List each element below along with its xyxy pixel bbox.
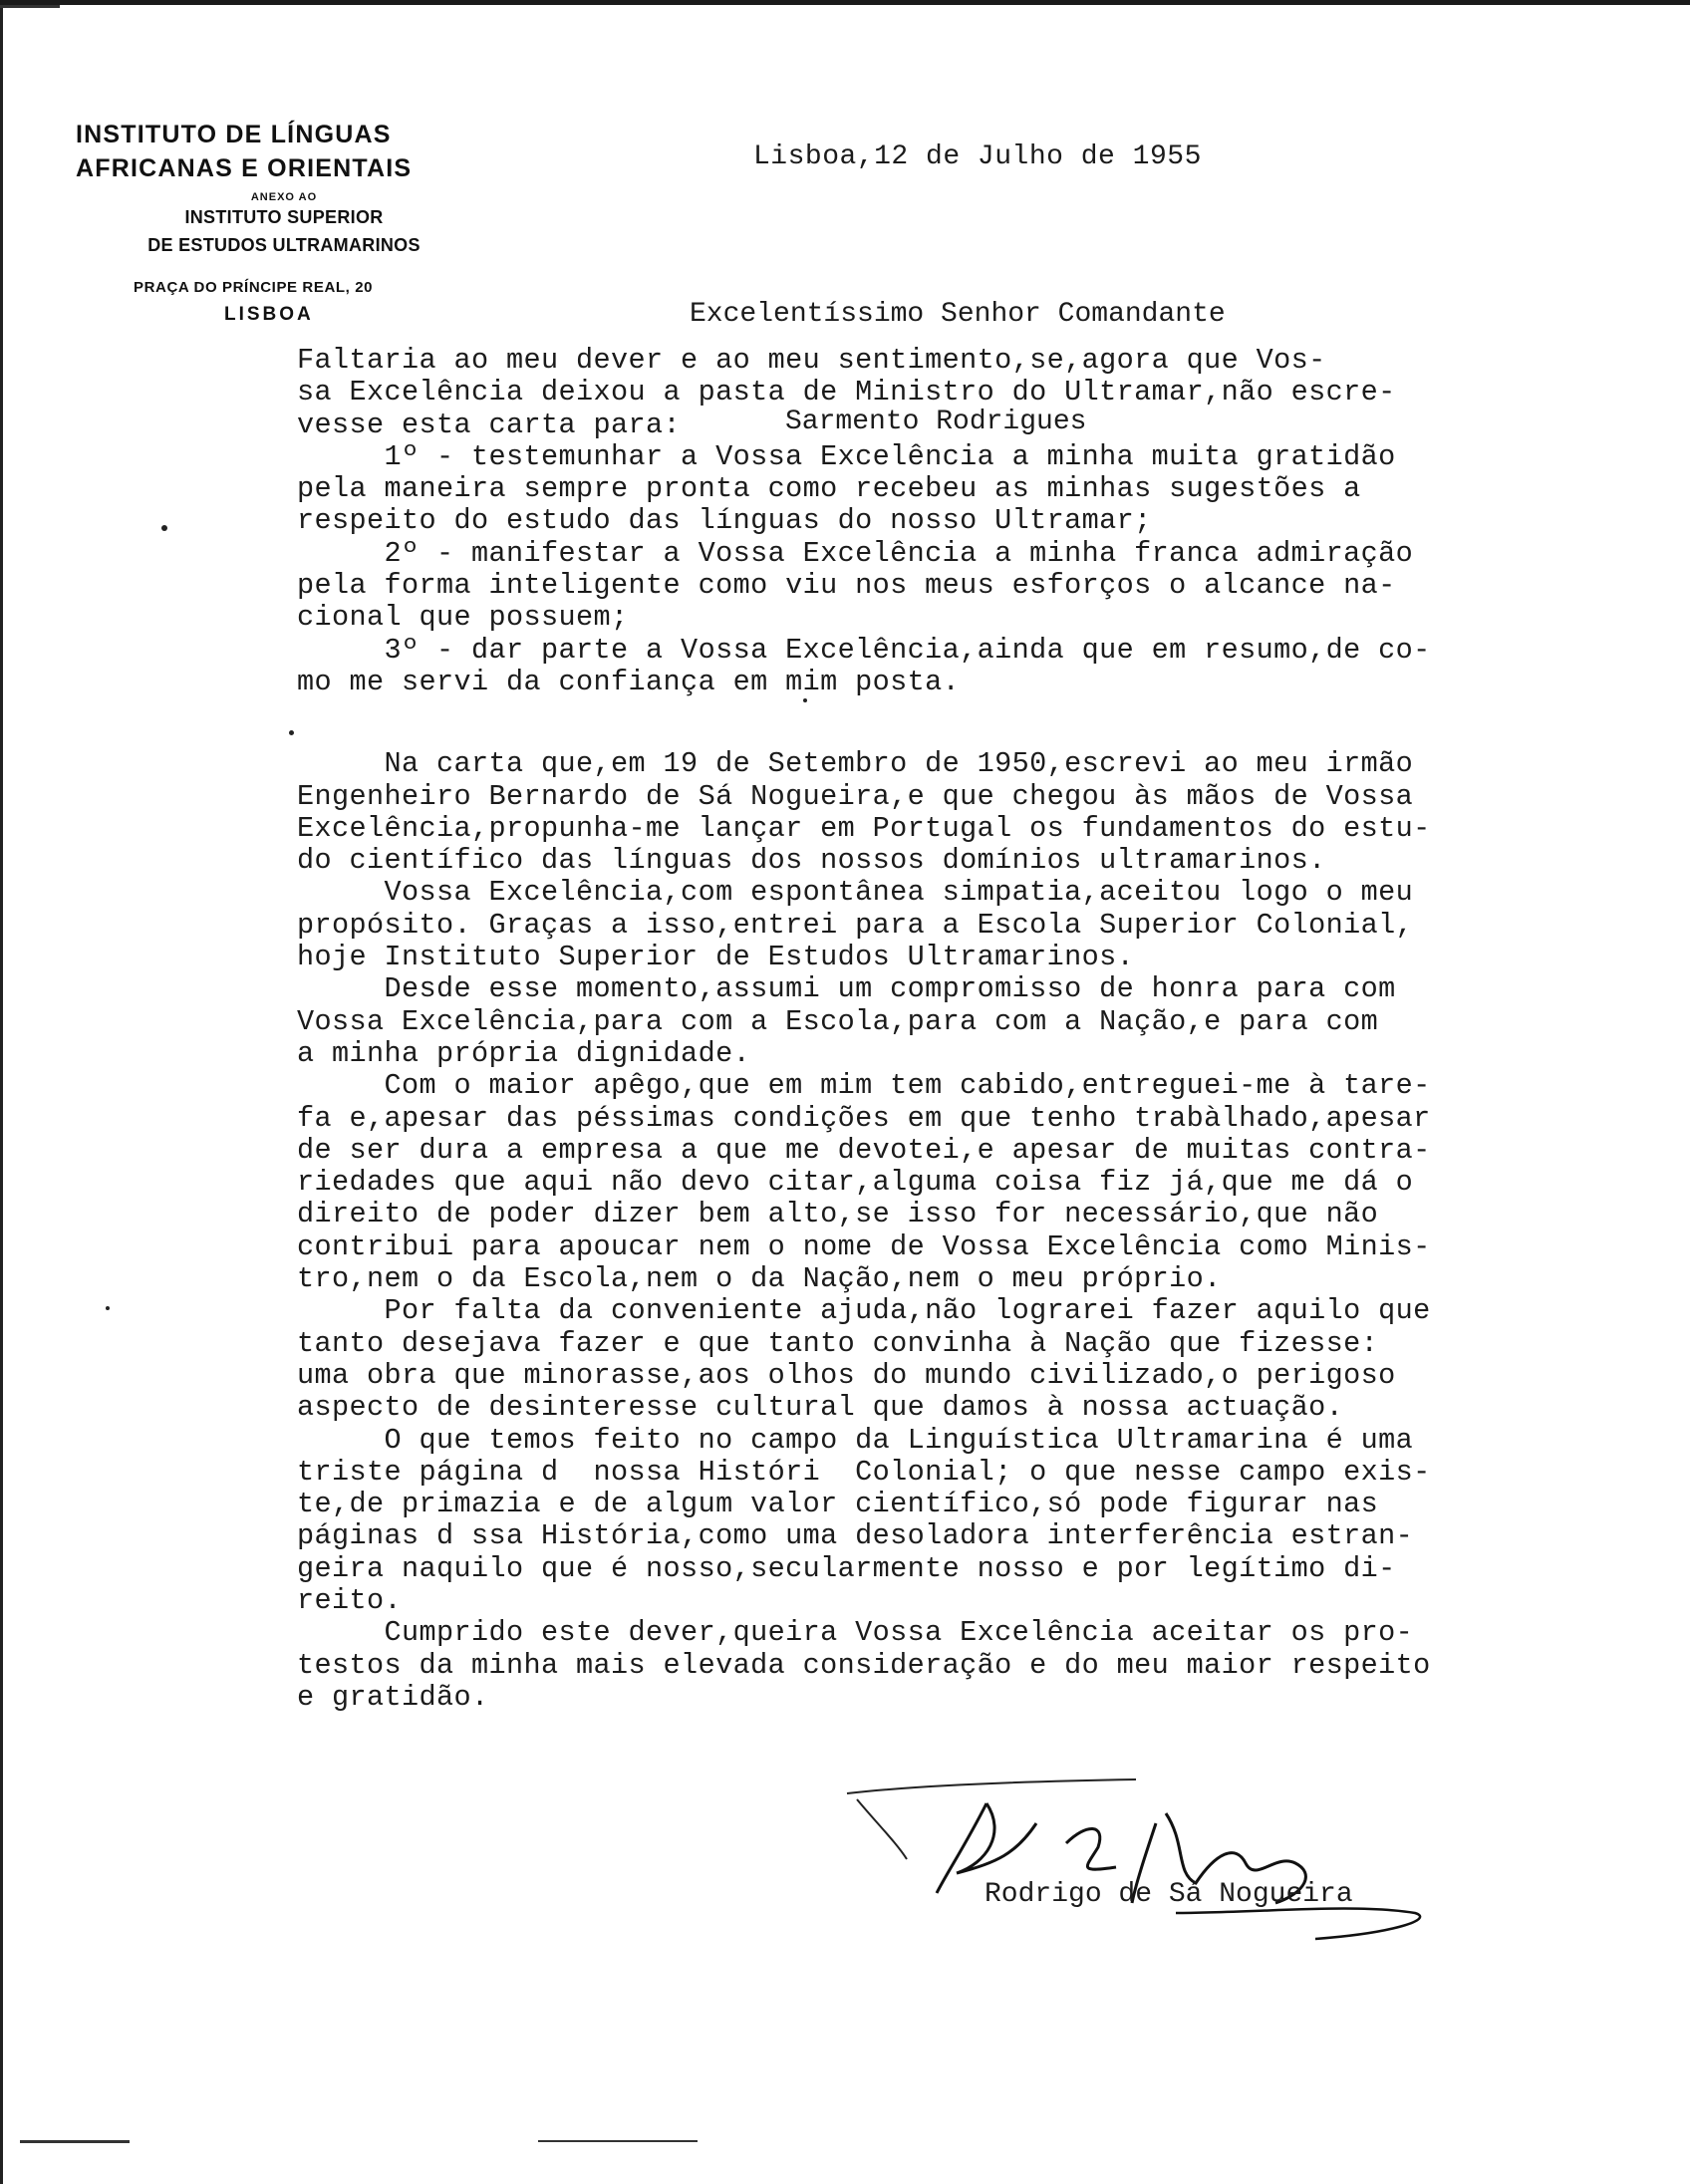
ink-speck [289, 730, 294, 735]
body-line: Vossa Excelência,para com a Escola,para com a Nação,e para com [297, 1004, 1379, 1038]
parent-institute-line1: INSTITUTO SUPERIOR [184, 207, 384, 227]
body-line: Desde esse momento,assumi um compromisso de honra para com [297, 972, 1396, 1006]
scan-edge-bottom [20, 2140, 130, 2143]
body-line: Vossa Excelência,com espontânea simpatia,aceitou logo o meu [297, 876, 1414, 910]
body-line: uma obra que minorasse,aos olhos do mundo civilizado,o perigoso [297, 1358, 1396, 1392]
body-line: tanto desejava fazer e que tanto convinha à Nação que fizesse: [297, 1326, 1379, 1360]
parent-institute-line2: DE ESTUDOS ULTRAMARINOS [147, 235, 421, 255]
body-line: cional que possuem; [297, 601, 629, 635]
body-line: respeito do estudo das línguas do nosso Ultramar; [297, 504, 1152, 538]
letterhead [70, 118, 508, 326]
institute-name-line1: INSTITUTO DE LÍNGUAS [76, 121, 392, 148]
body-line: 3º - dar parte a Vossa Excelência,ainda que em resumo,de co- [297, 633, 1431, 667]
body-line: sa Excelência deixou a pasta de Ministro do Ultramar,não escre- [297, 376, 1396, 410]
scan-edge-mark [0, 5, 60, 8]
body-line: propósito. Graças a isso,entrei para a Escola Superior Colonial, [297, 908, 1414, 942]
body-line [297, 698, 1592, 748]
body-line: tro,nem o da Escola,nem o da Nação,nem o meu próprio. [297, 1262, 1222, 1296]
scan-edge-top [0, 0, 1690, 5]
body-line: geira naquilo que é nosso,secularmente nosso e por legítimo di- [297, 1551, 1396, 1585]
body-line: te,de primazia e de algum valor científico,só pode figurar nas [297, 1488, 1379, 1521]
body-line: triste página d nossa Históri Colonial; o que nesse campo exis- [297, 1455, 1431, 1489]
scan-edge-bottom [538, 2140, 698, 2142]
body-line: riedades que aqui não devo citar,alguma coisa fiz já,que me dá o [297, 1166, 1414, 1200]
body-line: de ser dura a empresa a que me devotei,e apesar de muitas contra- [297, 1133, 1431, 1167]
body-line: aspecto de desinteresse cultural que damos à nossa actuação. [297, 1391, 1344, 1425]
body-line: Faltaria ao meu dever e ao meu sentimento,se,agora que Vos- [297, 344, 1326, 377]
institute-city: LISBOA [224, 304, 314, 325]
body-line: páginas d ssa História,como uma desoladora interferência estran- [297, 1519, 1414, 1553]
body-line: O que temos feito no campo da Linguística Ultramarina é uma [297, 1423, 1414, 1457]
body-line: pela maneira sempre pronta como recebeu as minhas sugestões a [297, 472, 1361, 506]
body-line: direito de poder dizer bem alto,se isso for necessário,que não [297, 1198, 1379, 1231]
body-line: fa e,apesar das péssimas condições em que tenho trabàlhado,apesar [297, 1101, 1431, 1135]
body-line: Engenheiro Bernardo de Sá Nogueira,e que chegou às mãos de Vossa [297, 779, 1414, 813]
scan-edge-left [0, 0, 3, 2184]
annex-label: ANEXO AO [250, 191, 318, 203]
body-line: Na carta que,em 19 de Setembro de 1950,escrevi ao meu irmão [297, 747, 1414, 781]
body-line: a minha própria dignidade. [297, 1036, 751, 1070]
body-line: e gratidão. [297, 1680, 489, 1714]
body-line: 2º - manifestar a Vossa Excelência a minha franca admiração [297, 536, 1414, 570]
body-line: contribui para apoucar nem o nome de Vossa Excelência como Minis- [297, 1229, 1431, 1263]
body-line: testos da minha mais elevada consideração e do meu maior respeito [297, 1648, 1431, 1682]
ink-speck [161, 525, 167, 531]
body-line: Por falta da conveniente ajuda,não lograrei fazer aquilo que [297, 1294, 1431, 1328]
addressee-title: Excelentíssimo Senhor Comandante [690, 299, 1226, 330]
body-line: Cumprido este dever,queira Vossa Excelência aceitar os pro- [297, 1616, 1414, 1650]
body-line: 1º - testemunhar a Vossa Excelência a minha muita gratidão [297, 439, 1396, 473]
institute-name-line2: AFRICANAS E ORIENTAIS [76, 154, 413, 182]
body-line: vesse esta carta para: [297, 408, 682, 441]
letter-body [297, 345, 1592, 1714]
body-line: do científico das línguas dos nossos domínios ultramarinos. [297, 844, 1326, 878]
ink-speck [803, 698, 807, 702]
body-line: mo me servi da confiança em mim posta. [297, 665, 961, 698]
ink-speck [106, 1306, 110, 1310]
signature-name: Rodrigo de Sá Nogueira [985, 1879, 1353, 1910]
letter-date: Lisboa,12 de Julho de 1955 [753, 141, 1202, 172]
body-line: pela forma inteligente como viu nos meus esforços o alcance na- [297, 569, 1396, 603]
body-line: hoje Instituto Superior de Estudos Ultramarinos. [297, 941, 1135, 974]
body-line: reito. [297, 1583, 403, 1617]
body-line: Com o maior apêgo,que em mim tem cabido,entreguei-me à tare- [297, 1069, 1431, 1103]
addressee-name: Sarmento Rodrigues [785, 407, 1087, 437]
handwritten-signature [837, 1764, 1455, 1963]
institute-address: PRAÇA DO PRÍNCIPE REAL, 20 [134, 279, 374, 296]
body-line: Excelência,propunha-me lançar em Portugal os fundamentos do estu- [297, 811, 1431, 845]
